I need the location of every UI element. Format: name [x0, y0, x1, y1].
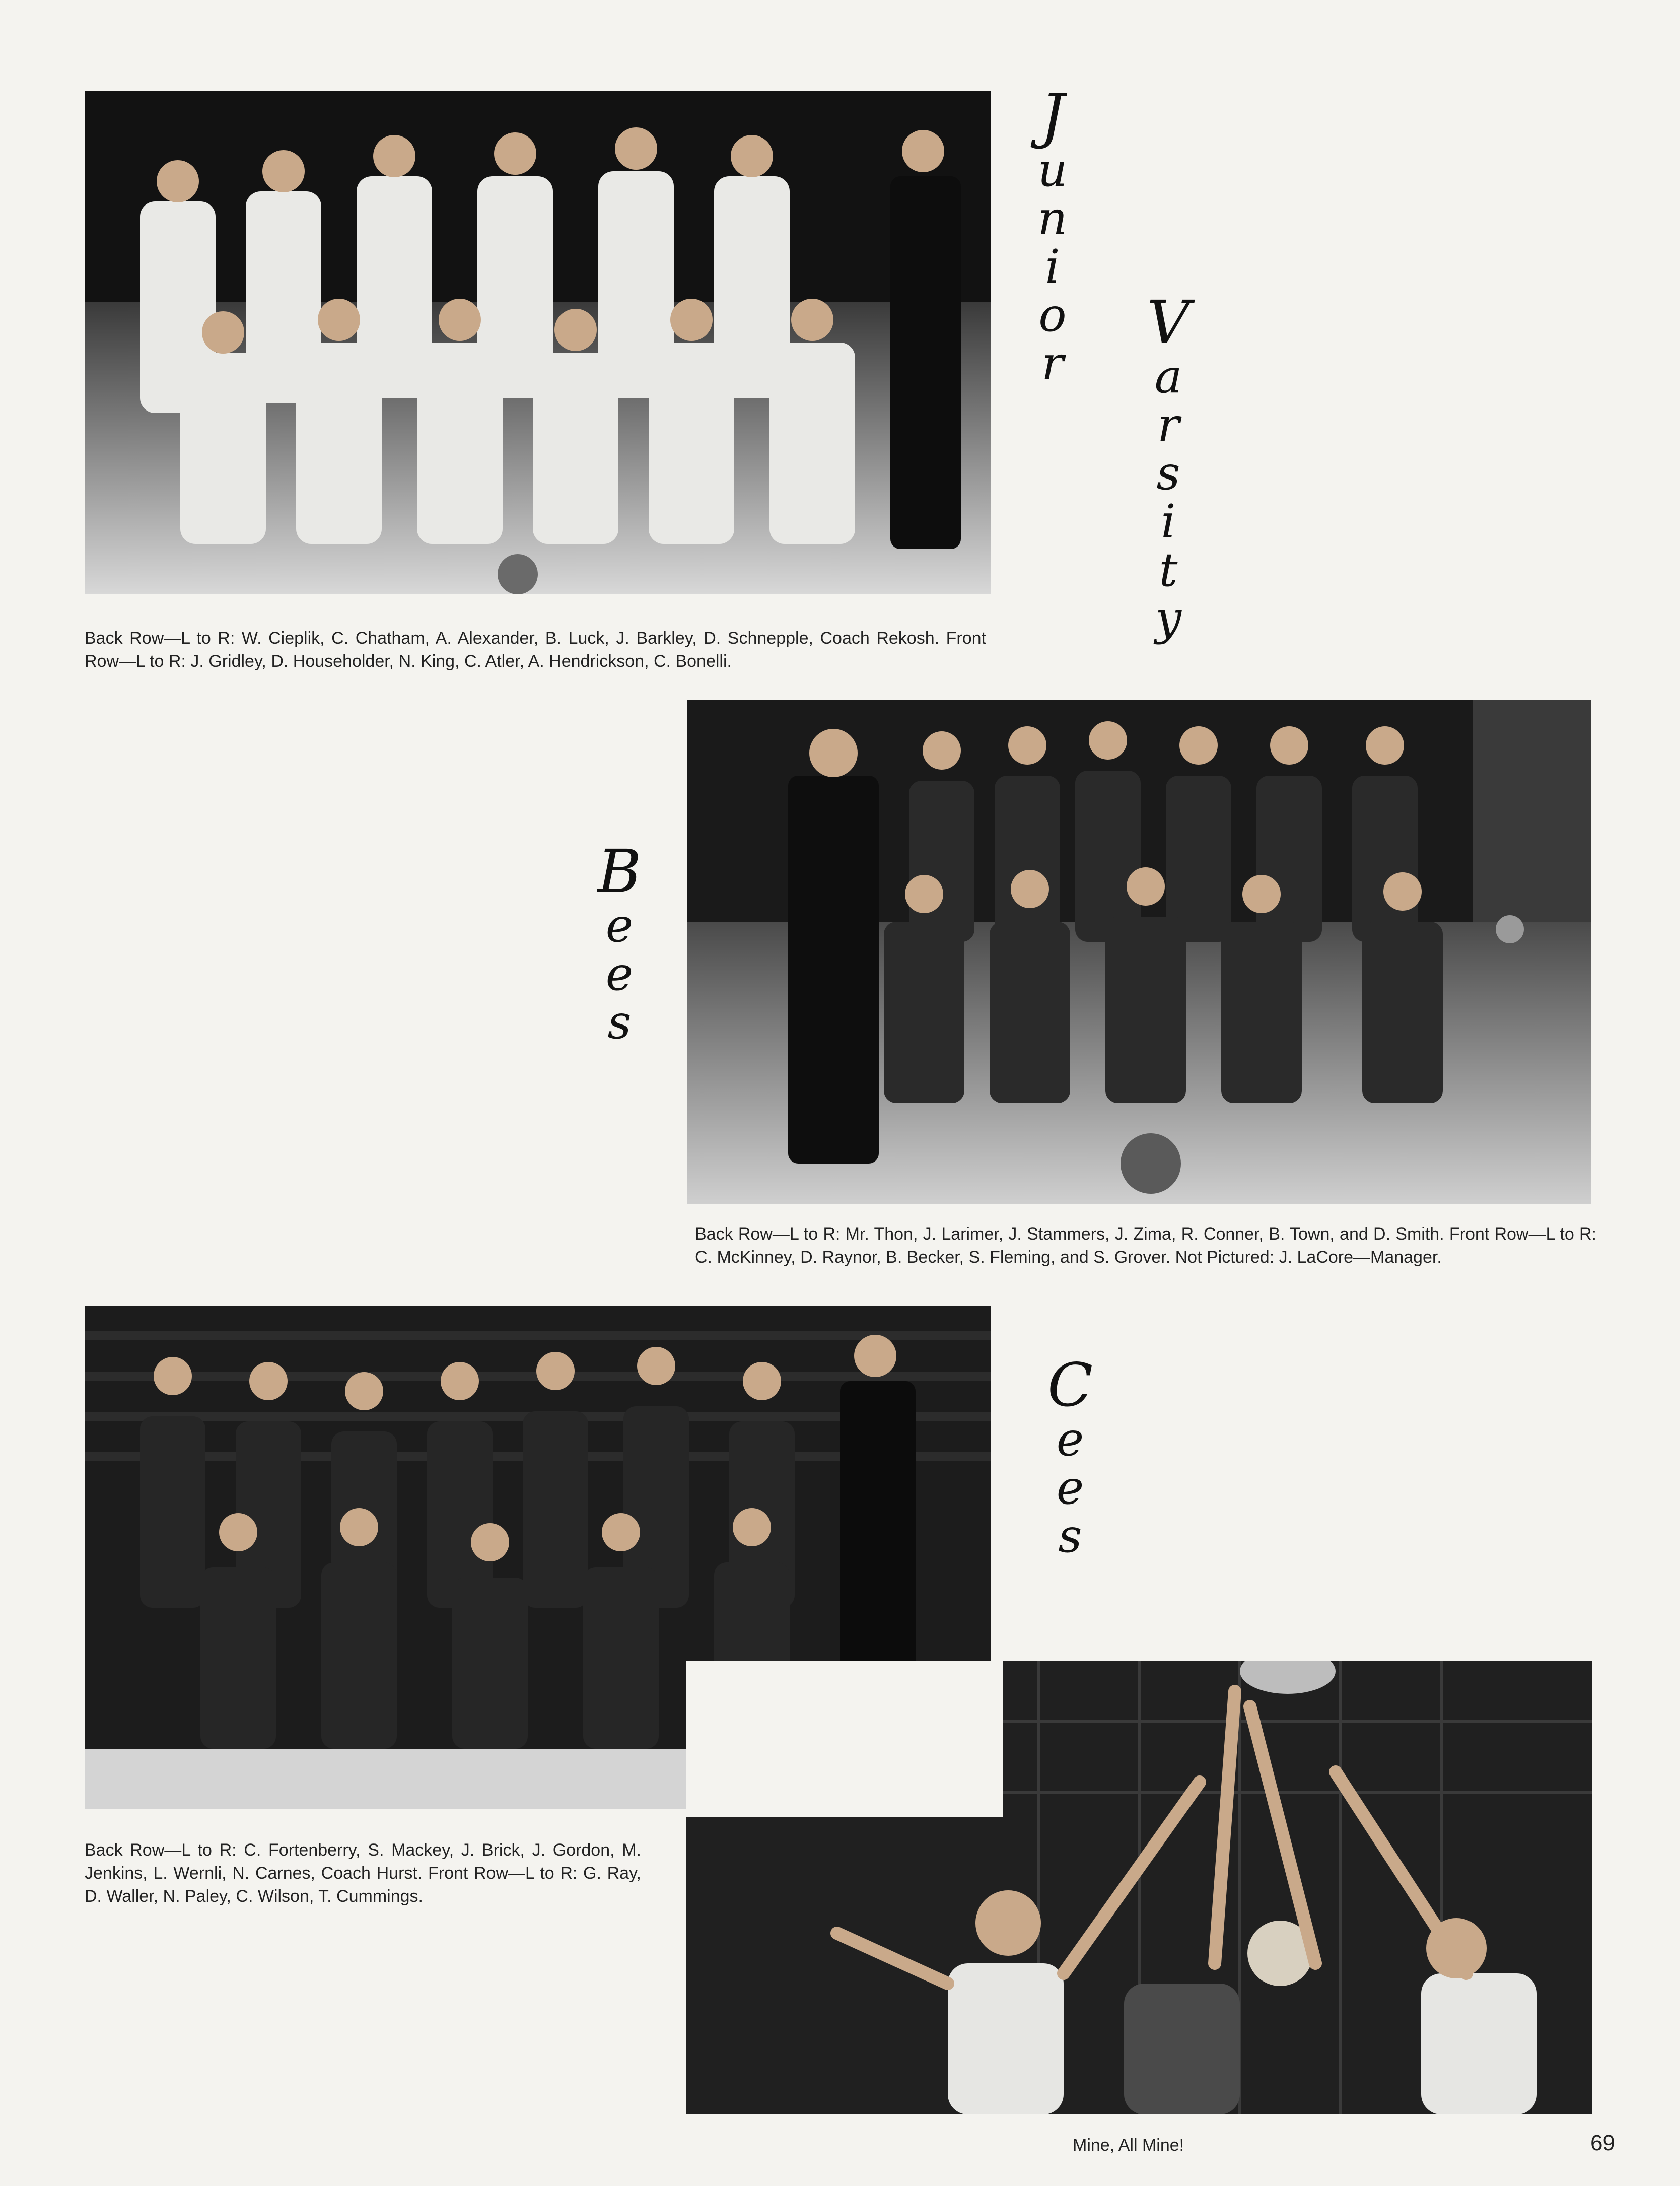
varsity-title-letter: i	[1161, 495, 1176, 549]
varsity-title-letter: V	[1147, 288, 1190, 357]
bees-title-letter: B	[597, 837, 642, 906]
action-photo	[686, 1661, 1592, 2114]
varsity-title-letter: y	[1155, 591, 1181, 645]
bees-title-letter: e	[605, 899, 634, 952]
cees-title-letter: e	[1056, 1412, 1084, 1466]
varsity-title	[1143, 288, 1194, 645]
junior-title-letter: i	[1045, 240, 1060, 294]
bees-team-photo	[687, 700, 1591, 1204]
varsity-title-letter: a	[1154, 350, 1182, 403]
bees-title-letter: e	[605, 947, 634, 1001]
cees-title-letter: s	[1058, 1509, 1082, 1563]
junior-title-letter: r	[1041, 336, 1064, 390]
cees-title	[1045, 1350, 1095, 1563]
junior-varsity-team-photo	[85, 91, 991, 594]
action-photo-illustration	[686, 1661, 1592, 2114]
cees-caption: Back Row—L to R: C. Fortenberry, S. Mackey, J. Brick, J. Gordon, M. Jenkins, L. Wernli, N. Carnes, Coach Hurst. Front Row—L to R: G. Ray, D. Waller, N. Paley, C. Wilson, T. Cummings.	[85, 1840, 641, 1906]
junior-title	[1027, 81, 1078, 390]
cees-title-letter: C	[1047, 1350, 1093, 1420]
bees-photo-illustration	[687, 700, 1591, 1204]
junior-title-letter: o	[1038, 288, 1067, 342]
action-photo-caption: Mine, All Mine!	[1073, 2136, 1184, 2155]
junior-varsity-caption: Back Row—L to R: W. Cieplik, C. Chatham, A. Alexander, B. Luck, J. Barkley, D. Schnepple, Coach Rekosh. Front Row—L to R: J. Gridley, D. Householder, N. King, C. Atler, A. Hendrickson, C. Bonelli.	[85, 629, 986, 671]
bees-caption: Back Row—L to R: Mr. Thon, J. Larimer, J. Stammers, J. Zima, R. Conner, B. Town, and D. Smith. Front Row—L to R: C. McKinney, D. Raynor, B. Becker, S. Fleming, and S. Grover. Not Pictured: J. LaCore—Manager.	[695, 1224, 1596, 1267]
junior-title-letter: J	[1040, 81, 1065, 151]
junior-title-letter: u	[1037, 143, 1068, 197]
junior-title-letter: n	[1037, 191, 1068, 245]
bees-title	[594, 837, 645, 1049]
varsity-title-letter: t	[1159, 543, 1178, 597]
bees-title-letter: s	[607, 995, 632, 1049]
cees-title-letter: e	[1056, 1461, 1084, 1515]
varsity-title-letter: s	[1156, 446, 1180, 500]
page-number: 69	[1590, 2131, 1615, 2155]
jv-photo-illustration	[85, 91, 991, 594]
varsity-title-letter: r	[1157, 398, 1179, 452]
